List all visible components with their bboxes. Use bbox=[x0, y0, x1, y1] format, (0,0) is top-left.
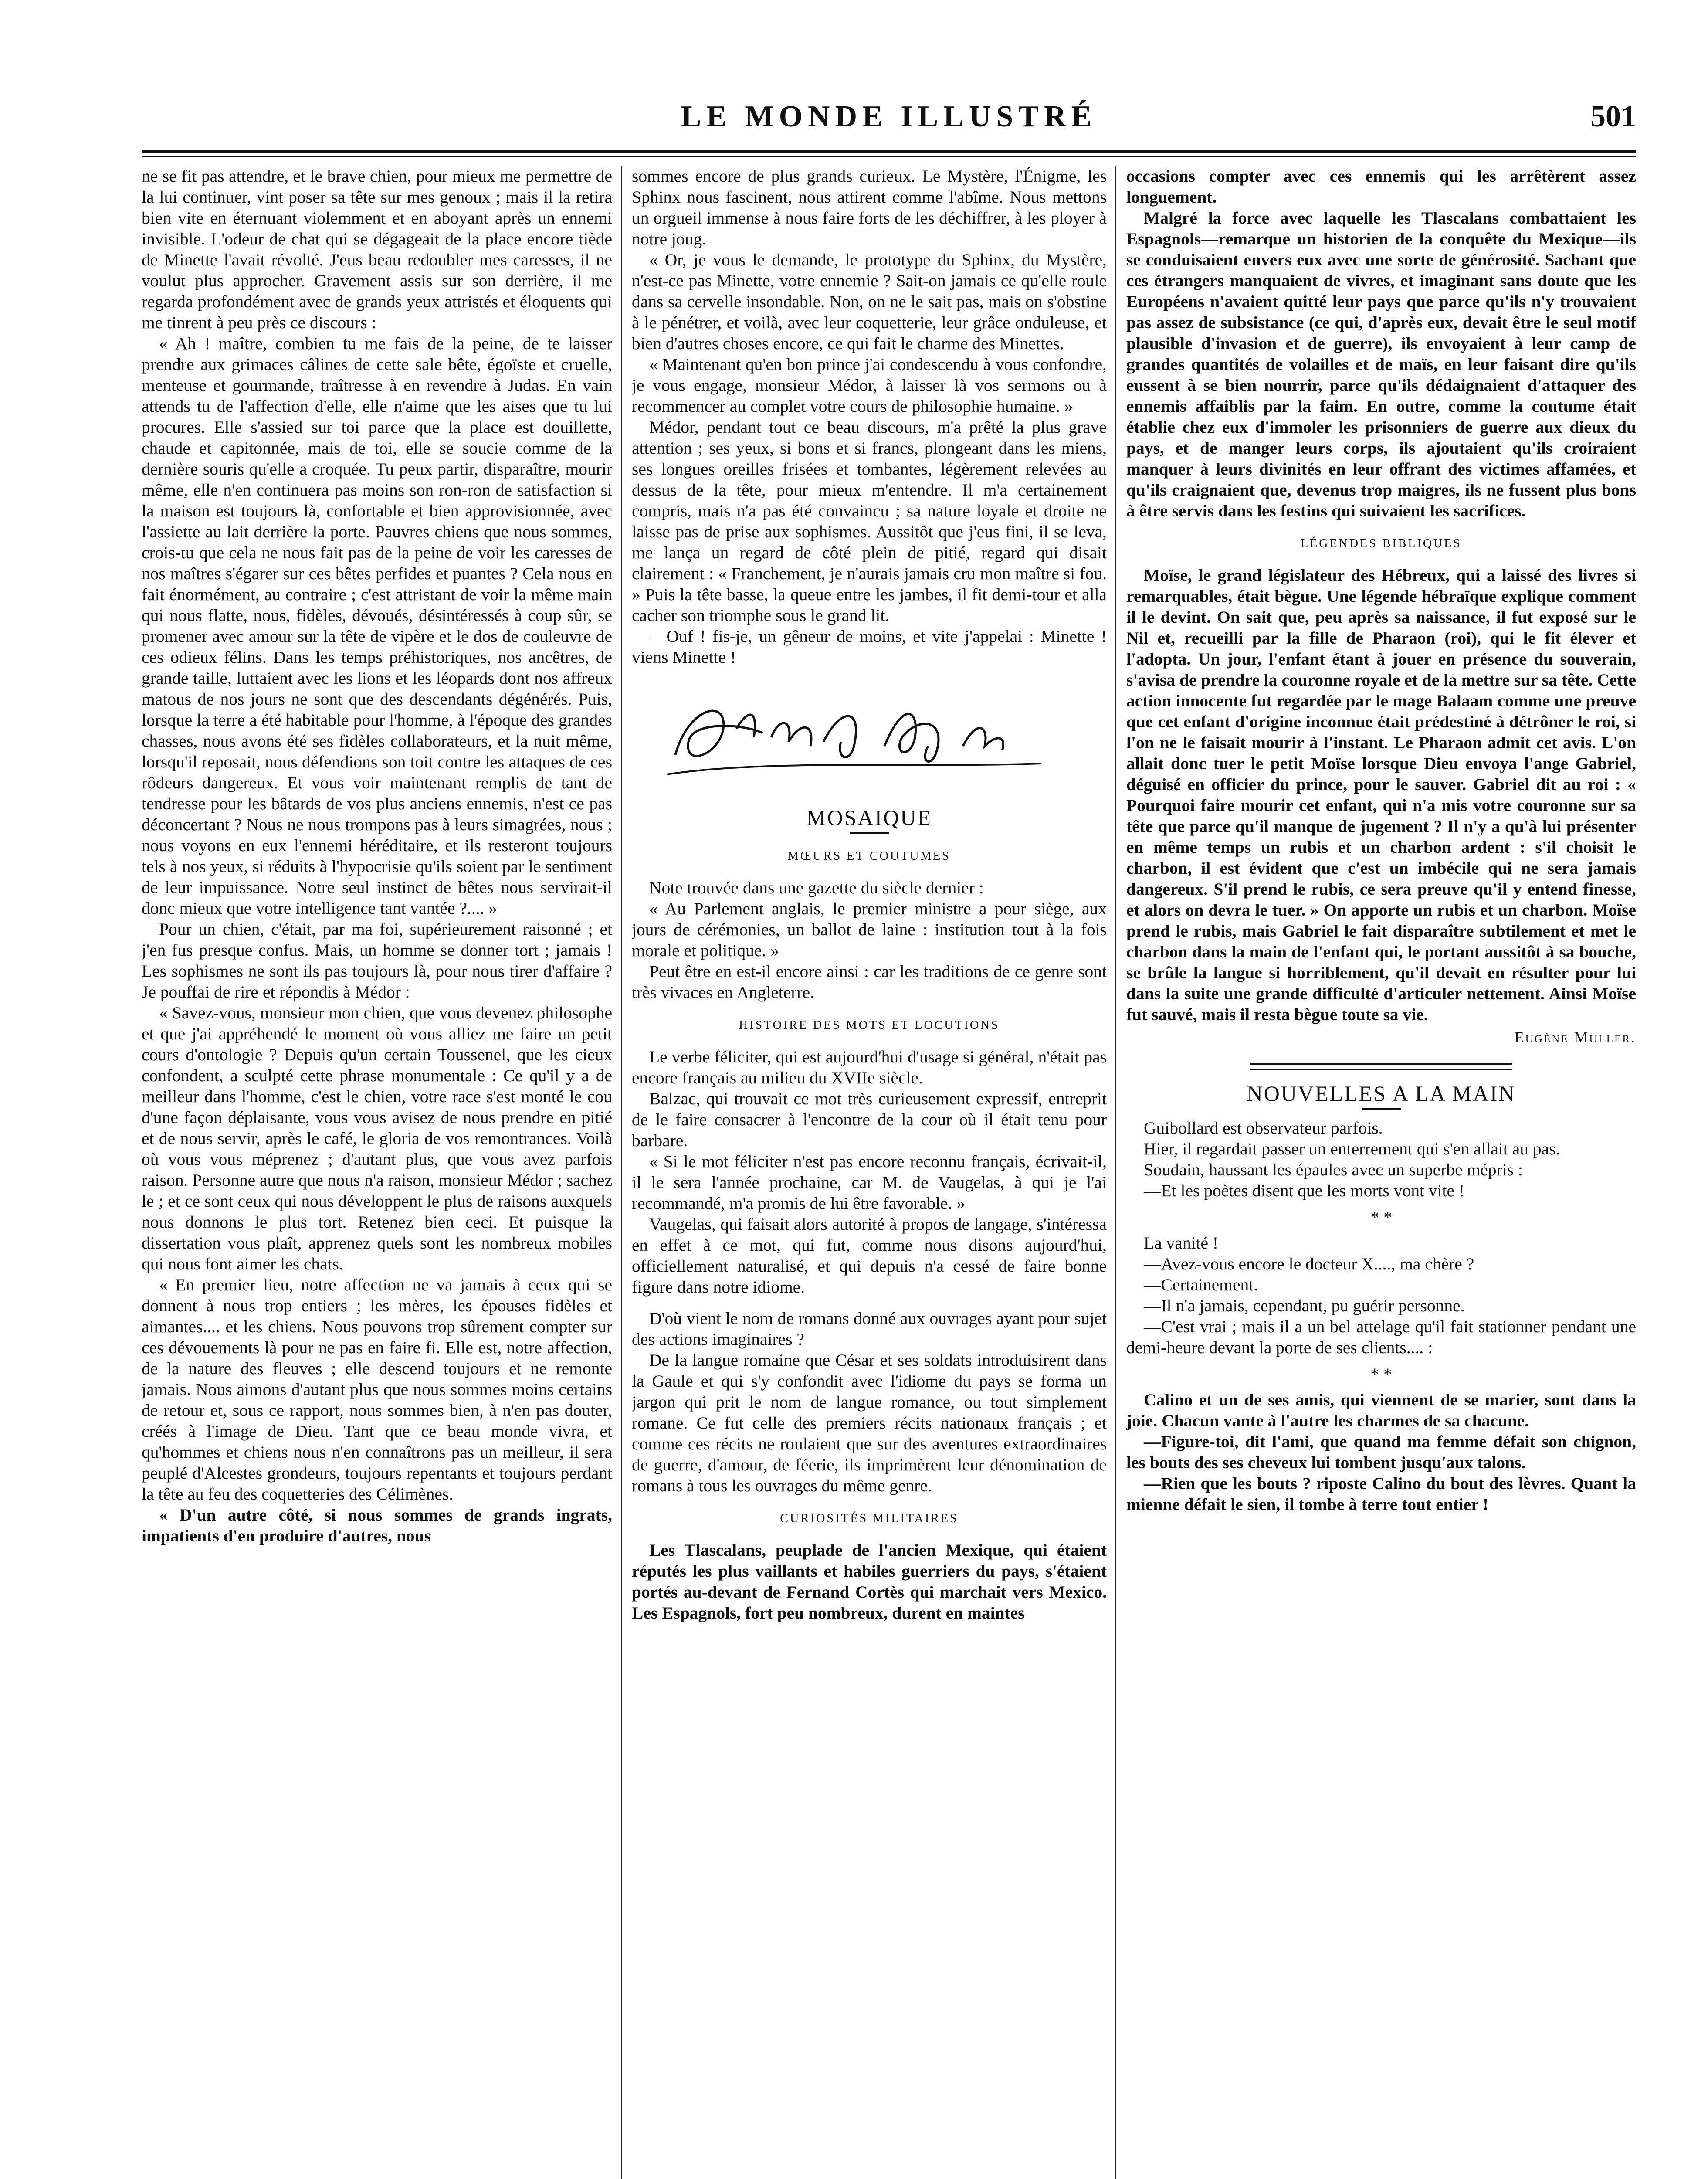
section-rule-thin bbox=[1250, 1069, 1512, 1070]
paragraph: —Et les poètes disent que les morts vont vite ! bbox=[1144, 1181, 1465, 1200]
paragraph: Soudain, haussant les épaules avec un superbe mépris : bbox=[1144, 1160, 1523, 1179]
paragraph: « En premier lieu, notre affection ne va jamais à ceux qui se donnent à nous trop entiers ; les mères, les épouses fidèles et aimantes.... et les chiens. Nous pouvons trop sûrement compter sur ces dévouements là pour ne pas en faire fi. Elle est, notre affection, de la nature des fleuves ; elle descend toujours et ne remonte jamais. Nous aimons d'autant plus que nous sommes moins certains de retour et, sous ce rapport, nous sommes bien, à n'en pas douter, créés à l'image de Dieu. Tant que ce beau monde vivra, et qu'hommes et chiens nous n'en connaîtrons pas un meilleur, il sera peuplé d'Alcestes grondeurs, toujours repentants et toujours perdant la tête au feu des coquetteries des Célimènes. bbox=[142, 1275, 612, 1504]
subsection-title: MŒURS ET COUTUMES bbox=[788, 849, 951, 863]
header-rule-thin bbox=[142, 156, 1636, 157]
paragraph: Pour un chien, c'était, par ma foi, supérieurement raisonné ; et j'en fus presque confus. Mais, un homme se donner tort ; jamais ! Les sophismes ne sont ils pas toujours là, pour nous tirer d'affaire ? Je pouffai de rire et répondis à Médor : bbox=[142, 920, 612, 1001]
author-signature bbox=[658, 681, 1107, 790]
section-title-nouvelles: NOUVELLES A LA MAIN bbox=[1247, 1081, 1516, 1106]
section-title-mosaique: MOSAIQUE bbox=[807, 805, 932, 830]
paragraph: —Ouf ! fis-je, un gêneur de moins, et vite j'appelai : Minette ! viens Minette ! bbox=[632, 627, 1107, 667]
paragraph: « Si le mot féliciter n'est pas encore reconnu français, écrivait-il, il le sera l'année prochaine, car M. de Vaugelas, à qui je l'ai recommandé, m'a promis de lui être favorable. » bbox=[632, 1152, 1107, 1213]
column-separator bbox=[621, 166, 622, 2179]
paragraph: —Certainement. bbox=[1144, 1275, 1258, 1294]
header-rule bbox=[142, 150, 1636, 153]
subsection-title: CURIOSITÉS MILITAIRES bbox=[780, 1512, 959, 1525]
paragraph: —Rien que les bouts ? riposte Calino du bout des lèvres. Quant la mienne défait le sien, il tombe à terre tout entier ! bbox=[1126, 1474, 1636, 1514]
paragraph: Moïse, le grand législateur des Hébreux, qui a laissé des livres si remarquables, était bègue. Une légende hébraïque explique comment il le devint. On sait que, peu après sa naissance, il fut exposé sur le Nil et, recueilli par la fille de Pharaon (roi), qui le fit élever et l'adopta. Un jour, l'enfant étant à jouer en présence du souverain, s'avisa de prendre la couronne royale et de la mettre sur sa tête. Cette action innocente fut regardée par le mage Balaam comme une preuve que cet enfant d'origine inconnue était prédestiné à détrôner le roi, si l'on ne le faisait mourir à l'instant. Le Pharaon admit cet avis. L'on allait donc tuer le petit Moïse lorsque Dieu envoya l'ange Gabriel, déguisé en officier du prince, pour le sauver. Gabriel dit au roi : « Pourquoi faire mourir cet enfant, qui n'a mis votre couronne sur sa tête que parce qu'il manque de jugement ? Il n'y a qu'à lui présenter en même temps un rubis et un charbon ardent : s'il choisit le charbon, il est évident que c'est un imbécile qui ne sera jamais dangereux. S'il prend le rubis, ce sera preuve qu'il y entend finesse, et alors on devra le tuer. » On apporte un rubis et un charbon. Moïse prend le rubis, mais Gabriel le fait disparaître subtilement et met le charbon dans la main de l'enfant qui, le portant aussitôt à sa bouche, se brûle la langue si horriblement, qu'il devait en résulter pour lui dans la suite une grande difficulté d'articuler nettement. Ainsi Moïse fut sauvé, mais il resta bègue toute sa vie. bbox=[1126, 566, 1636, 1024]
subsection-title: HISTOIRE DES MOTS ET LOCUTIONS bbox=[739, 1018, 1000, 1032]
subsection-title: LÉGENDES BIBLIQUES bbox=[1301, 537, 1462, 550]
paragraph: —Avez-vous encore le docteur X...., ma chère ? bbox=[1144, 1254, 1474, 1273]
page-header bbox=[142, 99, 1636, 152]
paragraph: —C'est vrai ; mais il a un bel attelage qu'il fait stationner pendant une demi-heure devant la porte de ses clients.... : bbox=[1126, 1317, 1636, 1357]
paragraph: ne se fit pas attendre, et le brave chien, pour mieux me permettre de la lui continuer, vint poser sa tête sur mes genoux ; mais il la retira bien vite en éternuant violemment et en aboyant après un ennemi invisible. L'odeur de chat qui se dégageait de la place encore tiède de Minette l'avait révolté. J'eus beau redoubler mes caresses, il ne voulut plus approcher. Gravement assis sur son derrière, il me regarda profondément avec de grands yeux attristés et éloquents qui me tinrent à peu près ce discours : bbox=[142, 166, 612, 332]
column-1 bbox=[142, 166, 612, 2179]
column-3 bbox=[1126, 166, 1636, 2179]
section-stars: * * bbox=[1370, 1208, 1392, 1227]
column-2 bbox=[632, 166, 1107, 2179]
page-number: 501 bbox=[1590, 100, 1636, 133]
section-stars: * * bbox=[1370, 1364, 1392, 1384]
journal-title: LE MONDE ILLUSTRÉ bbox=[681, 100, 1097, 133]
paragraph: occasions compter avec ces ennemis qui les arrêtèrent assez longuement. bbox=[1126, 166, 1636, 207]
paragraph: sommes encore de plus grands curieux. Le Mystère, l'Énigme, les Sphinx nous fascinent, nous attirent comme l'abîme. Nous mettons un orgueil immense à nous faire forts de les déchiffrer, à les ployer à notre joug. bbox=[632, 166, 1107, 248]
column-separator bbox=[1115, 166, 1116, 2179]
paragraph: Médor, pendant tout ce beau discours, m'a prêté la plus grave attention ; ses yeux, si bons et si francs, plongeant dans les miens, ses longues oreilles frisées et tombantes, légèrement relevées au dessus de la tête, pour mieux m'entendre. Il m'a certainement compris, mais n'a pas été convaincu ; sa nature loyale et droite ne laisse pas de prise aux sophismes. Aussitôt que j'eus fini, il se leva, me lança un regard de côté plein de pitié, regard qui disait clairement : « Franchement, je n'aurais jamais cru mon maître si fou. » Puis la tête basse, la queue entre les jambes, il fit demi-tour et alla cacher son triomphe sous le grand lit. bbox=[632, 417, 1107, 625]
paragraph: Vaugelas, qui faisait alors autorité à propos de langage, s'intéressa en effet à ce mot, qui fut, comme nous disons aujourd'hui, officiellement naturalisé, et qui depuis n'a cessé de faire bonne figure dans notre idiome. bbox=[632, 1215, 1107, 1297]
paragraph: Peut être en est-il encore ainsi : car les traditions de ce genre sont très vivaces en Angleterre. bbox=[632, 962, 1107, 1002]
paragraph: « Ah ! maître, combien tu me fais de la peine, de te laisser prendre aux grimaces câlines de cette sale bête, égoïste et cruelle, menteuse et gourmande, traîtresse à en revendre à Judas. En vain attends tu de l'affection d'elle, elle n'aime que les aises que tu lui procures. Elle s'assied sur toi parce que la place est douillette, chaude et capitonnée, mais de toi, elle se soucie comme de la dernière souris qu'elle a croquée. Tu peux partir, disparaître, mourir même, elle n'en continuera pas moins son ron-ron de satisfaction si la maison est toujours là, confortable et bien approvisionnée, avec l'assiette au lait derrière la porte. Pauvres chiens que nous sommes, crois-tu que cela ne nous fait pas de la peine de voir les caresses de nos maîtres s'égarer sur ces bêtes perfides et puantes ? Cela nous en fait énormément, au contraire ; c'est attristant de voir la même main qui nous flatte, nous, fidèles, dévoués, désintéressés à coup sûr, se promener avec amour sur la tête de vipère et le dos de couleuvre de ces odieux félins. Dans les temps préhistoriques, nos ancêtres, de grande taille, luttaient avec les lions et les léopards dont nos affreux matous de nos jours ne sont que des descendants dégénérés. Puis, lorsque la terre a été habitable pour l'homme, à l'époque des grandes chasses, nous avons été ses fidèles collaborateurs, et la nuit même, lorsqu'il reposait, nous défendions son toit contre les attaques de ces rôdeurs dangereux. Et vous voir maintenant remplis de tant de tendresse pour les bâtards de vos plus anciens ennemis, n'est ce pas déconcertant ? Nous ne nous trompons pas à leurs simagrées, nous ; nous voyons en eux l'ennemi héréditaire, et ils resteront toujours tels à nos yeux, si réduits à l'hypocrisie qu'ils soient par le sentiment de leur impuissance. Notre seul instinct de bêtes nous servirait-il donc mieux que votre intelligence tant vantée ?.... » bbox=[142, 334, 612, 918]
paragraph: « Savez-vous, monsieur mon chien, que vous devenez philosophe et que j'ai appréhendé le moment où vous alliez me faire un petit cours d'ontologie ? Depuis qu'un certain Toussenel, que les cieux confondent, a sculpté cette phrase monumentale : Ce qu'il y a de meilleur dans l'homme, c'est le chien, votre race s'est monté le cou d'une façon déplaisante, vous vous avisez de nous prendre en pitié et de nous servir, après le café, le gloria de vos remontrances. Voilà où vous vous méprenez ; d'autant plus, que vous avez parfois raison. Personne autre que nous n'a raison, monsieur Médor ; sachez le ; et ce sont ceux qui nous développent le plus de raisons auxquels nous donnons le plus tort. Retenez bien ceci. Et puisque la dissertation vous plaît, apprenez quels sont les nombreux mobiles qui nous font aimer les chats. bbox=[142, 1003, 612, 1273]
paragraph: —Il n'a jamais, cependant, pu guérir personne. bbox=[1144, 1296, 1465, 1315]
paragraph: « D'un autre côté, si nous sommes de grands ingrats, impatients d'en produire d'autres, nous bbox=[142, 1505, 612, 1545]
paragraph: Les Tlascalans, peuplade de l'ancien Mexique, qui étaient réputés les plus vaillants et habiles guerriers du pays, s'étaient portés au-devant de Fernand Cortès qui marchait vers Mexico. Les Espagnols, fort peu nombreux, durent en maintes bbox=[632, 1541, 1107, 1622]
paragraph: Note trouvée dans une gazette du siècle dernier : bbox=[649, 878, 984, 897]
author-name: Eugène Muller. bbox=[1514, 1028, 1636, 1046]
paragraph: Hier, il regardait passer un enterrement qui s'en allait au pas. bbox=[1144, 1139, 1560, 1158]
paragraph: D'où vient le nom de romans donné aux ouvrages ayant pour sujet des actions imaginaires ? bbox=[632, 1309, 1107, 1349]
signature-graphic bbox=[658, 681, 1050, 790]
paragraph: Guibollard est observateur parfois. bbox=[1144, 1118, 1383, 1137]
paragraph: La vanité ! bbox=[1144, 1233, 1219, 1252]
paragraph: Balzac, qui trouvait ce mot très curieusement expressif, entreprit de le faire consacrer à l'encontre de la cour où il était tenu pour barbare. bbox=[632, 1089, 1107, 1150]
paragraph: Calino et un de ses amis, qui viennent de se marier, sont dans la joie. Chacun vante à l'autre les charmes de sa chacune. bbox=[1126, 1390, 1636, 1430]
paragraph: « Or, je vous le demande, le prototype du Sphinx, du Mystère, n'est-ce pas Minette, votre ennemie ? Sait-on jamais ce qu'elle roule dans sa cervelle insondable. Non, on ne le sait pas, mais on s'obstine à le pénétrer, et voilà, avec leur coquetterie, leur grâce onduleuse, et bien d'autres choses encore, ce qui fait le charme des Minettes. bbox=[632, 250, 1107, 353]
section-rule bbox=[850, 832, 889, 834]
paragraph: « Au Parlement anglais, le premier ministre a pour siège, aux jours de cérémonies, un ballot de laine : institution tout à la fois morale et politique. » bbox=[632, 899, 1107, 960]
paragraph: De la langue romaine que César et ses soldats introduisirent dans la Gaule et qui s'y confondit avec l'idiome du pays se forma un jargon qui prit le nom de langue romance, ou tout simplement romane. Ce fut celle des premiers récits nationaux français ; et comme ces récits ne roulaient que sur des aventures extraordinaires de guerre, d'amour, de féerie, ils imprimèrent leur dénomination de romans à tous les ouvrages du même genre. bbox=[632, 1351, 1107, 1495]
section-rule bbox=[1250, 1063, 1512, 1065]
paragraph: —Figure-toi, dit l'ami, que quand ma femme défait son chignon, les bouts des ses cheveux lui tombent jusqu'aux talons. bbox=[1126, 1432, 1636, 1472]
section-rule bbox=[1362, 1108, 1401, 1110]
paragraph: « Maintenant qu'en bon prince j'ai condescendu à vous confondre, je vous engage, monsieur Médor, à laisser là vos sermons ou à recommencer au complet votre cours de philosophie humaine. » bbox=[632, 355, 1107, 416]
paragraph: Le verbe féliciter, qui est aujourd'hui d'usage si général, n'était pas encore français au milieu du XVIIe siècle. bbox=[632, 1047, 1107, 1087]
paragraph: Malgré la force avec laquelle les Tlascalans combattaient les Espagnols—remarque un historien de la conquête du Mexique—ils se conduisaient envers eux avec une sorte de générosité. Sachant que ces étrangers manquaient de vivres, et imaginant sans doute que les Européens n'avaient quitté leur pays que parce qu'ils n'y trouvaient pas assez de subsistance (ce qui, d'après eux, devait être le seul motif plausible d'invasion et de guerre), ils envoyaient à leur camp de grandes quantités de volailles et de maïs, en leur faisant dire qu'ils eussent à se bien nourrir, parce qu'ils dédaignaient d'attaquer des ennemis affaiblis par la faim. En outre, comme la coutume était établie chez eux d'immoler les prisonniers de guerre aux dieux du pays, et de manger leurs corps, ils ajoutaient qu'ils croiraient manquer à leurs divinités en leur offrant des victimes affamées, et qu'ils craignaient que, devenus trop maigres, ils ne fussent plus bons à être servis dans les festins qui suivaient les sacrifices. bbox=[1126, 208, 1636, 520]
